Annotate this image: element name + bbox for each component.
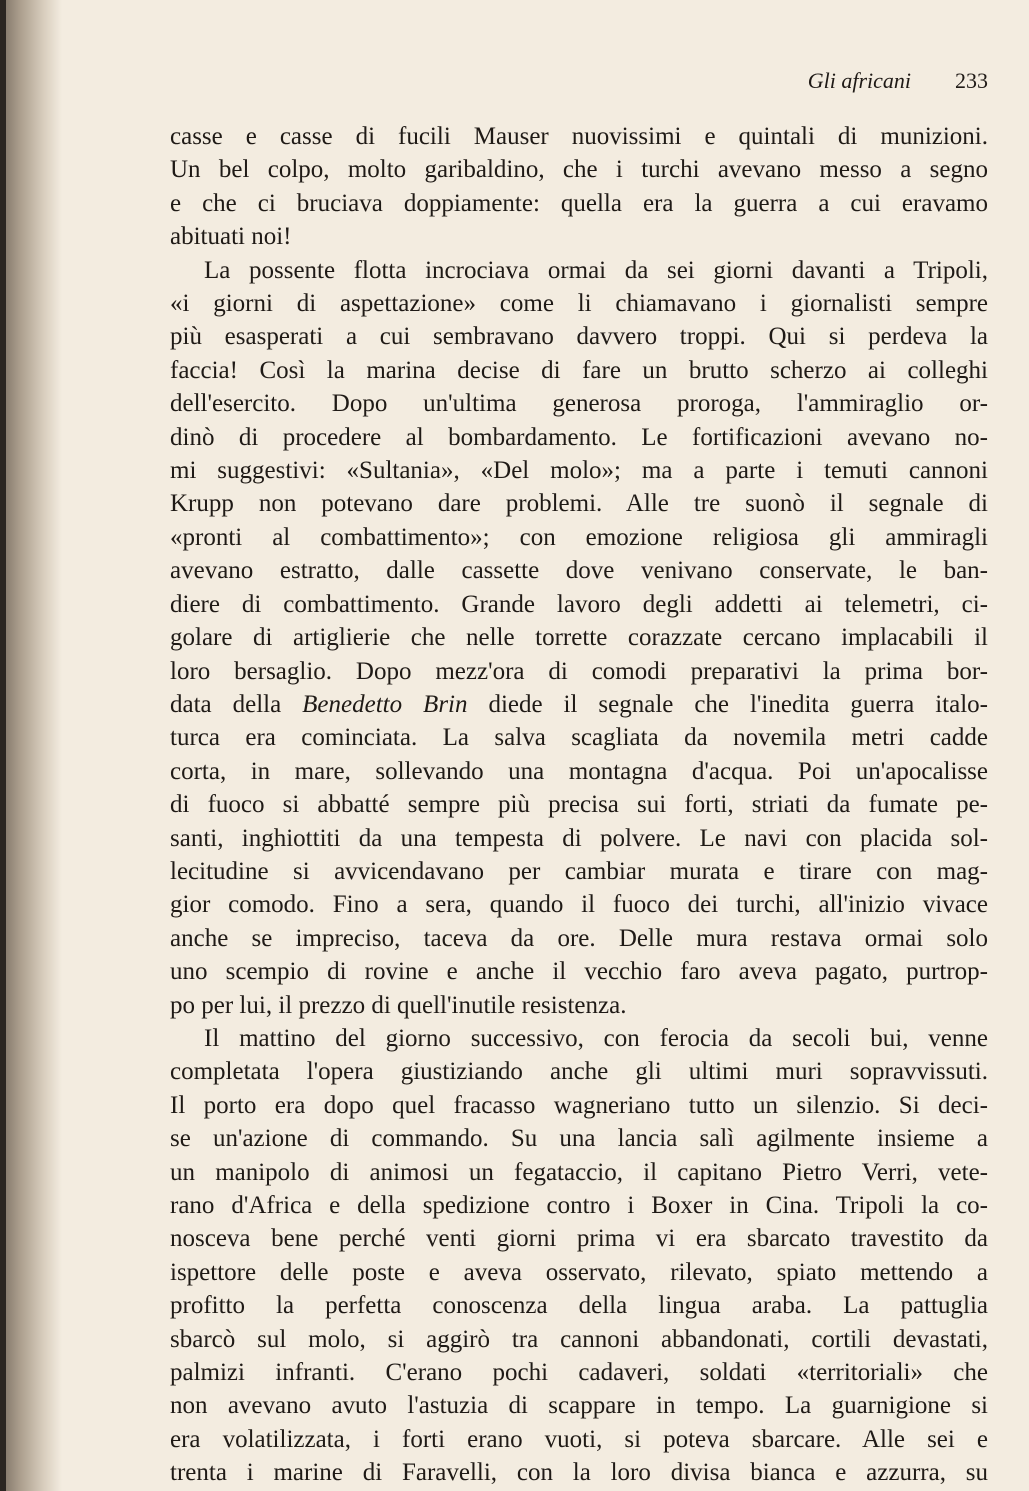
text-line: non avevano avuto l'astuzia di scappare in tempo. La guarnigione si <box>170 1392 988 1420</box>
text-line: casse e casse di fucili Mauser nuovissimi e quintali di munizioni. <box>170 123 988 150</box>
book-gutter-shadow <box>0 0 62 1491</box>
text-line: lecitudine si avvicendavano per cambiar murata e tirare con mag- <box>170 857 988 885</box>
text-line: Il porto era dopo quel fracasso wagneriano tutto un silenzio. Si deci- <box>170 1091 988 1119</box>
text-line: po per lui, il prezzo di quell'inutile resistenza. <box>170 991 627 1019</box>
text-line: Il mattino del giorno successivo, con ferocia da secoli bui, venne <box>204 1024 988 1052</box>
text-line: mi suggestivi: «Sultania», «Del molo»; ma a parte i temuti cannoni <box>170 457 988 485</box>
text-line: e che ci bruciava doppiamente: quella era la guerra a cui eravamo <box>170 189 988 217</box>
running-title: Gli africani <box>807 68 911 93</box>
body-text <box>170 120 988 1490</box>
text-line: rano d'Africa e della spedizione contro i Boxer in Cina. Tripoli la co- <box>170 1192 988 1219</box>
text-line: nosceva bene perché venti giorni prima vi era sbarcato travestito da <box>170 1225 988 1253</box>
page-header <box>170 68 988 94</box>
text-line <box>170 688 988 721</box>
text-line: dinò di procedere al bombardamento. Le fortificazioni avevano no- <box>170 423 988 451</box>
page-number: 233 <box>955 68 988 93</box>
text-line: «pronti al combattimento»; con emozione religiosa gli ammiragli <box>170 523 988 551</box>
ship-name-italic: Benedetto Brin <box>302 690 468 718</box>
text-line: gior comodo. Fino a sera, quando il fuoco dei turchi, all'inizio vivace <box>170 891 988 919</box>
text-line: corta, in mare, sollevando una montagna d'acqua. Poi un'apocalisse <box>170 757 988 785</box>
text-line: trenta i marine di Faravelli, con la loro divisa bianca e azzurra, su <box>170 1459 988 1487</box>
text-line: santi, inghiottiti da una tempesta di polvere. Le navi con placida sol- <box>170 824 988 852</box>
book-spine-edge <box>0 0 6 1491</box>
text-line: diere di combattimento. Grande lavoro degli addetti ai telemetri, ci- <box>170 590 988 618</box>
text-line: golare di artiglierie che nelle torrette corazzate cercano implacabili il <box>170 624 988 652</box>
text-line: La possente flotta incrociava ormai da sei giorni davanti a Tripoli, <box>204 256 988 284</box>
text-line: Un bel colpo, molto garibaldino, che i turchi avevano messo a segno <box>170 156 988 184</box>
text-run: data della <box>170 690 303 718</box>
text-line: profitto la perfetta conoscenza della lingua araba. La pattuglia <box>170 1292 988 1320</box>
text-line: anche se impreciso, taceva da ore. Delle mura restava ormai solo <box>170 924 988 952</box>
text-line: loro bersaglio. Dopo mezz'ora di comodi preparativi la prima bor- <box>170 657 988 685</box>
text-line: più esasperati a cui sembravano davvero troppi. Qui si perdeva la <box>170 323 988 351</box>
paragraph <box>170 120 988 254</box>
text-line: di fuoco si abbatté sempre più precisa sui forti, striati da fumate pe- <box>170 791 988 819</box>
text-line: era volatilizzata, i forti erano vuoti, si poteva sbarcare. Alle sei e <box>170 1425 988 1453</box>
text-line: avevano estratto, dalle cassette dove venivano conservate, le ban- <box>170 557 988 585</box>
text-line: se un'azione di commando. Su una lancia salì agilmente insieme a <box>170 1125 988 1153</box>
text-line: completata l'opera giustiziando anche gli ultimi muri sopravvissuti. <box>170 1058 988 1086</box>
text-line: sbarcò sul molo, si aggirò tra cannoni abbandonati, cortili devastati, <box>170 1325 988 1353</box>
text-line: abituati noi! <box>170 223 292 251</box>
text-line: Krupp non potevano dare problemi. Alle tre suonò il segnale di <box>170 490 988 518</box>
text-line: «i giorni di aspettazione» come li chiamavano i giornalisti sempre <box>170 290 988 318</box>
text-line: turca era cominciata. La salva scagliata da novemila metri cadde <box>170 724 988 752</box>
text-line: faccia! Così la marina decise di fare un brutto scherzo ai colleghi <box>170 356 988 384</box>
text-line: dell'esercito. Dopo un'ultima generosa proroga, l'ammiraglio or- <box>170 390 988 418</box>
text-line: un manipolo di animosi un fegataccio, il capitano Pietro Verri, vete- <box>170 1158 988 1186</box>
paragraph <box>170 1022 988 1490</box>
text-run: diede il segnale che l'inedita guerra italo- <box>467 690 988 718</box>
text-line: ispettore delle poste e aveva osservato, rilevato, spiato mettendo a <box>170 1258 988 1286</box>
text-line: uno scempio di rovine e anche il vecchio faro aveva pagato, purtrop- <box>170 958 988 986</box>
paragraph <box>170 254 988 1022</box>
text-line: palmizi infranti. C'erano pochi cadaveri, soldati «territoriali» che <box>170 1359 988 1387</box>
